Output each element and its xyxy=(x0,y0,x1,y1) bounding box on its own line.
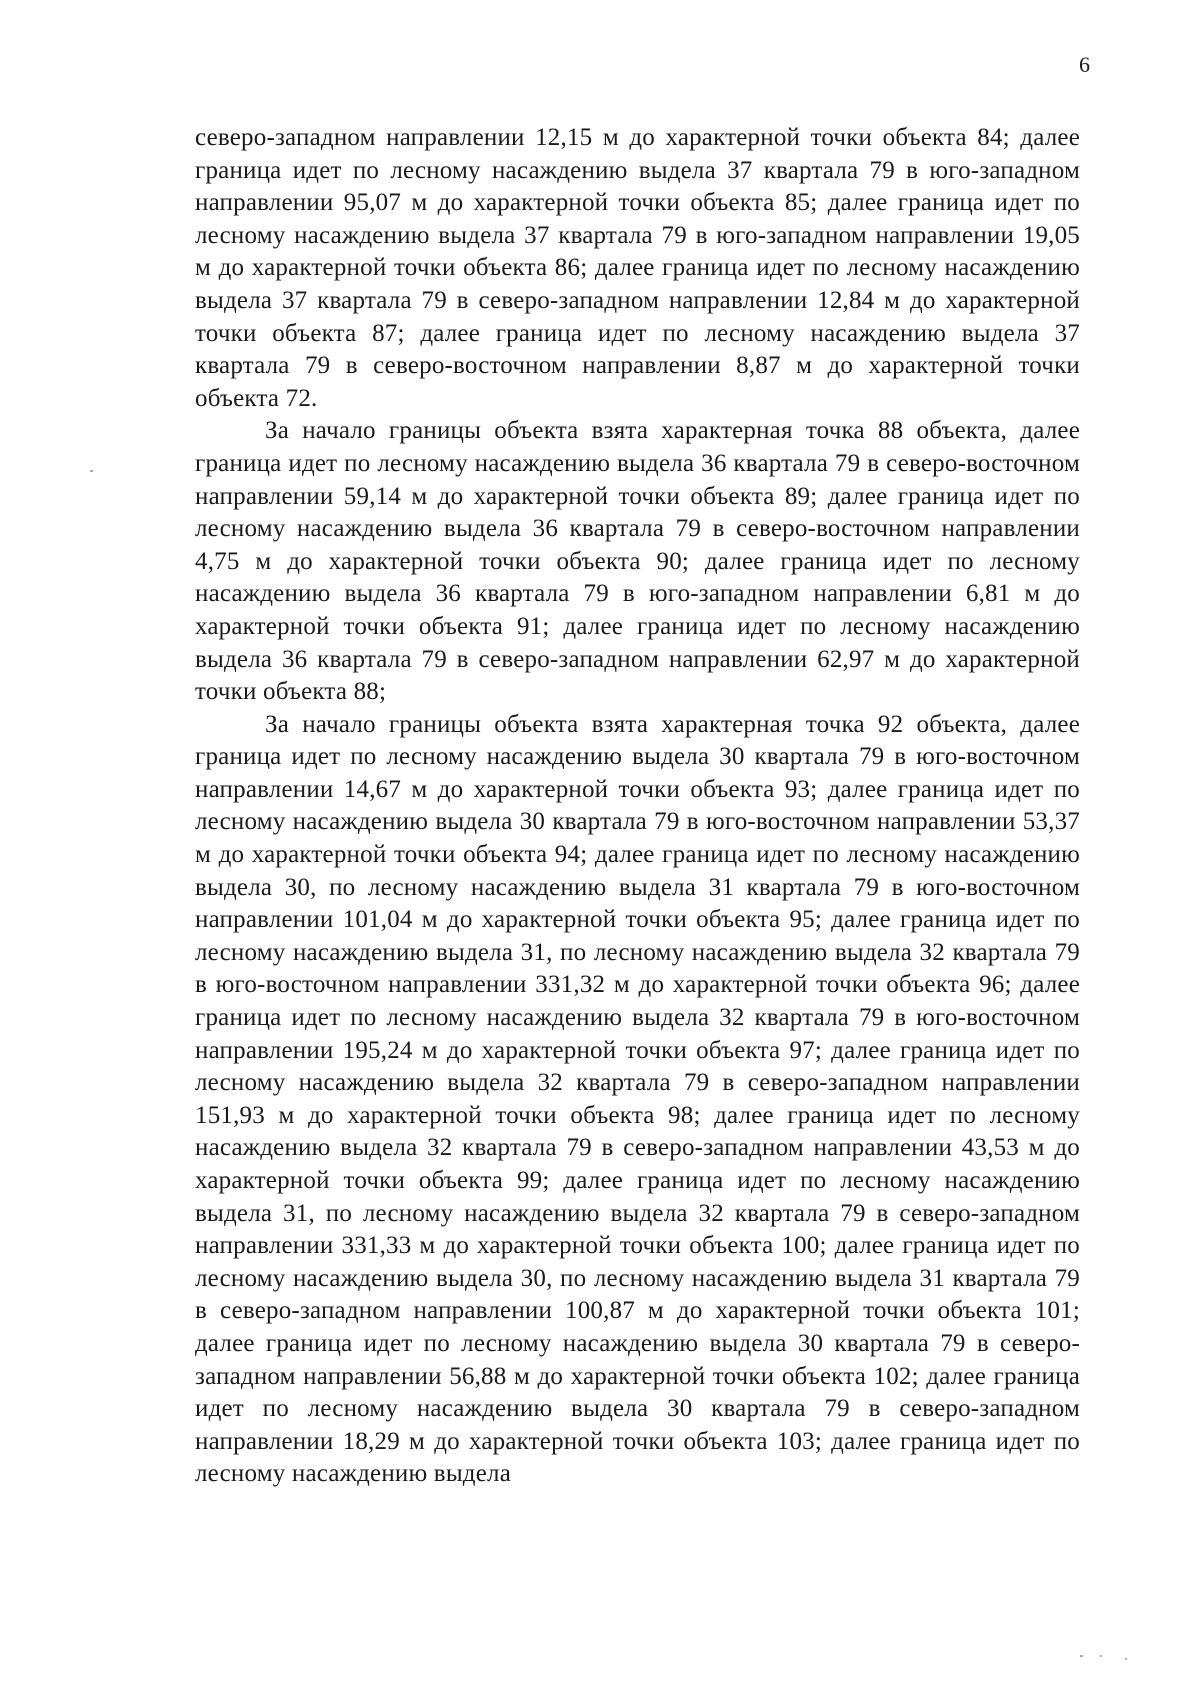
page-number: 6 xyxy=(1079,52,1090,77)
paragraph-continuation: северо-западном направлении 12,15 м до характерной точки объекта 84; далее граница идет по лесному насаждению выдела 37 квартала 79 в юго-западном направлении 95,07 м до характерной точки объекта 85; далее граница идет по лесному насаждению выдела 37 квартала 79 в юго-западном направлении 19,05 м до характерной точки объекта 86; далее граница идет по лесному насаждению выдела 37 квартала 79 в северо-западном направлении 12,84 м до характерной точки объекта 87; далее граница идет по лесному насаждению выдела 37 квартала 79 в северо-восточном направлении 8,87 м до характерной точки объекта 72. xyxy=(195,124,1080,412)
scan-speck xyxy=(90,470,93,472)
paragraph-object-88: За начало границы объекта взята характерная точка 88 объекта, далее граница идет по лесному насаждению выдела 36 квартала 79 в северо-восточном направлении 59,14 м до характерной точки объекта 89; далее граница идет по лесному насаждению выдела 36 квартала 79 в северо-восточном направлении 4,75 м до характерной точки объекта 90; далее граница идет по лесному насаждению выдела 36 квартала 79 в юго-западном направлении 6,81 м до характерной точки объекта 91; далее граница идет по лесному насаждению выдела 36 квартала 79 в северо-западном направлении 62,97 м до характерной точки объекта 88; xyxy=(195,417,1080,706)
scan-speck xyxy=(1100,1655,1102,1657)
paragraph-object-92: За начало границы объекта взята характерная точка 92 объекта, далее граница идет по лесному насаждению выдела 30 квартала 79 в юго-восточном направлении 14,67 м до характерной точки объекта 93; далее граница идет по лесному насаждению выдела 30 квартала 79 в юго-восточном направлении 53,37 м до характерной точки объекта 94; далее граница идет по лесному насаждению выдела 30, по лесному насаждению выдела 31 квартала 79 в юго-восточном направлении 101,04 м до характерной точки объекта 95; далее граница идет по лесному насаждению выдела 31, по лесному насаждению выдела 32 квартала 79 в юго-восточном направлении 331,32 м до характерной точки объекта 96; далее граница идет по лесному насаждению выдела 32 квартала 79 в юго-восточном направлении 195,24 м до характерной точки объекта 97; далее граница идет по лесному насаждению выдела 32 квартала 79 в северо-западном направлении 151,93 м до характерной точки объекта 98; далее граница идет по лесному насаждению выдела 32 квартала 79 в северо-западном направлении 43,53 м до характерной точки объекта 99; далее граница идет по лесному насаждению выдела 31, по лесному насаждению выдела 32 квартала 79 в северо-западном направлении 331,33 м до характерной точки объекта 100; далее граница идет по лесному насаждению выдела 30, по лесному насаждению выдела 31 квартала 79 в северо-западном направлении 100,87 м до характерной точки объекта 101; далее граница идет по лесному насаждению выдела 30 квартала 79 в северо-западном направлении 56,88 м до характерной точки объекта 102; далее граница идет по лесному насаждению выдела 30 квартала 79 в северо-западном направлении 18,29 м до характерной точки объекта 103; далее граница идет по лесному насаждению выдела xyxy=(195,710,1080,1488)
scan-speck xyxy=(1080,1655,1083,1657)
scan-speck xyxy=(1125,1658,1127,1660)
document-body xyxy=(195,122,1080,1491)
